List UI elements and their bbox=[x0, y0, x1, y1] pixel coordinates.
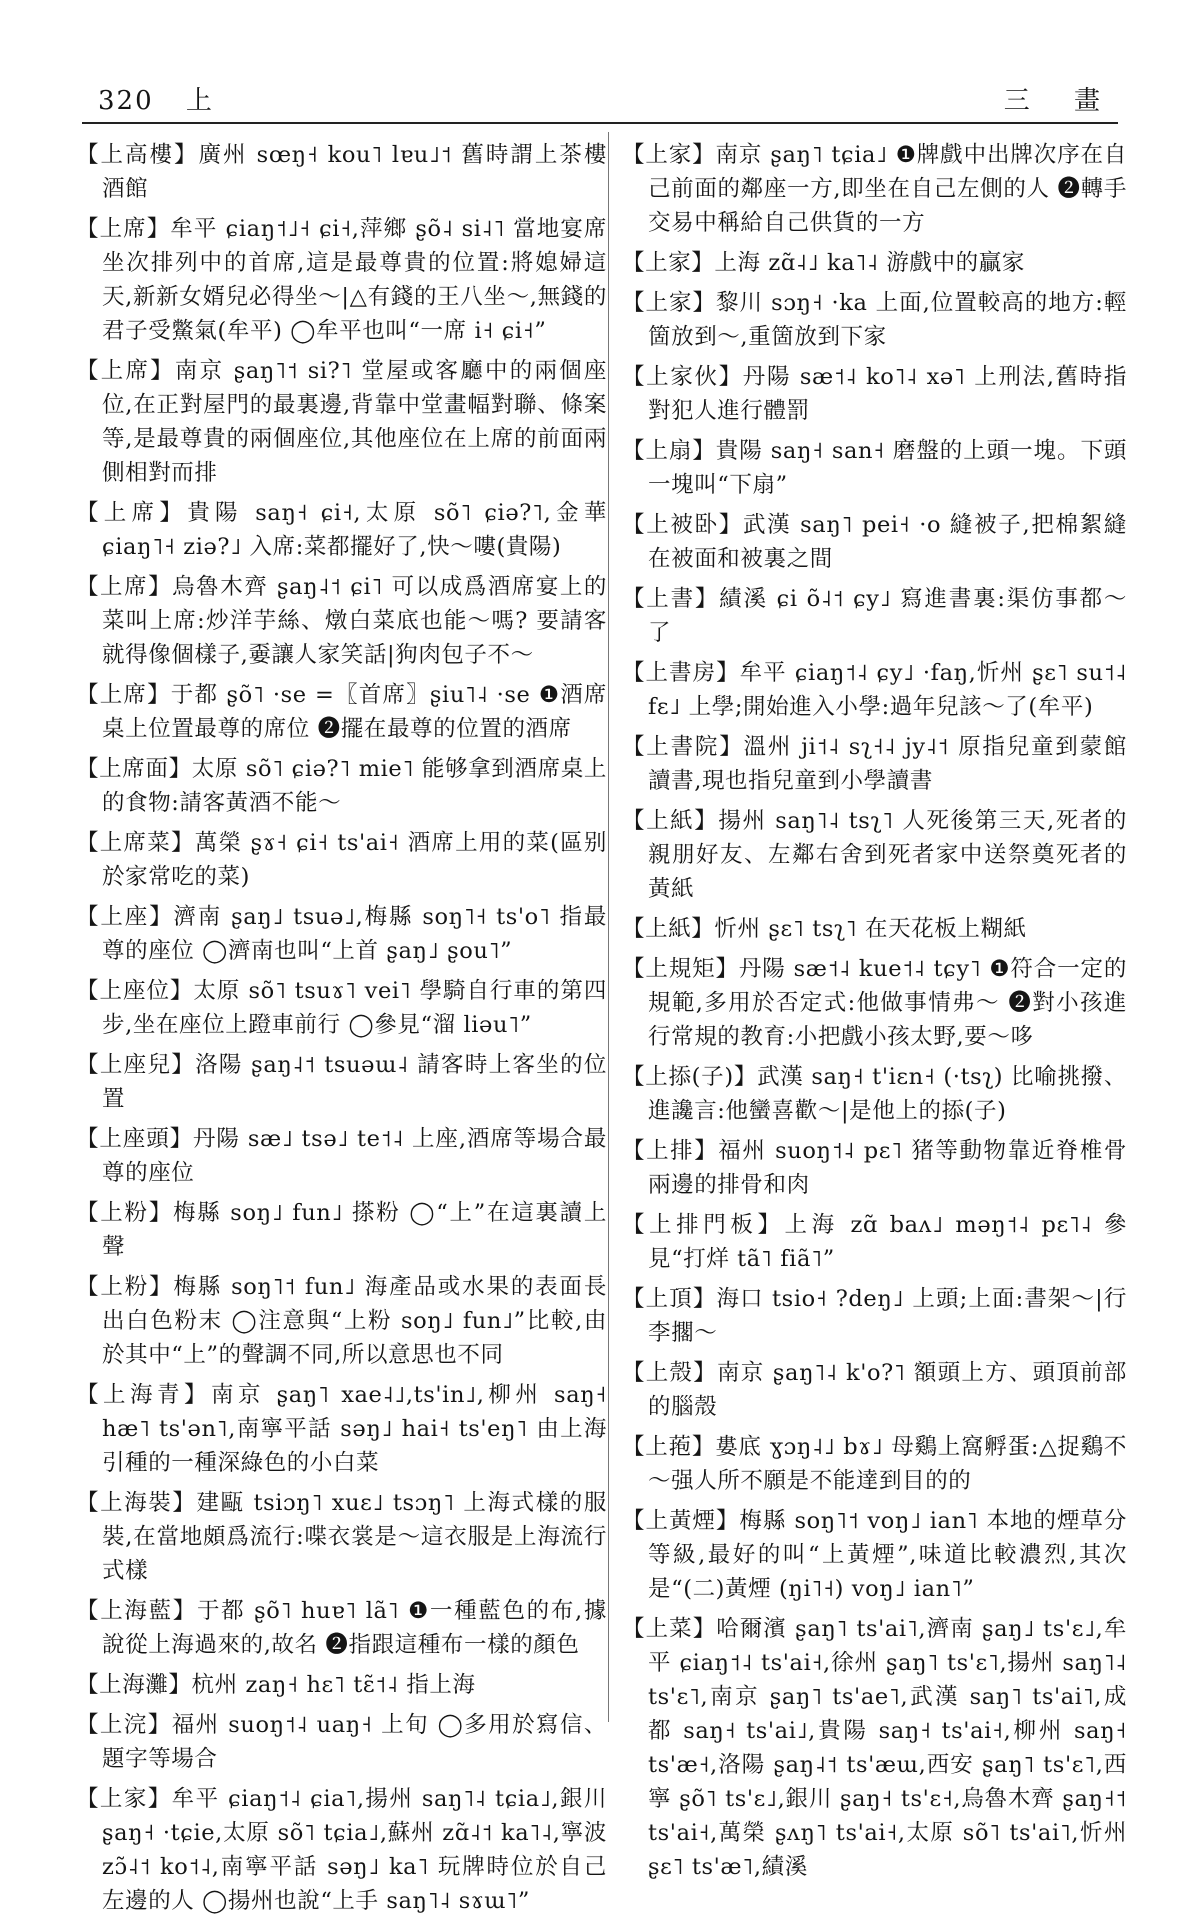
entry-text: 【上被卧】武漢 saŋ˥ pei˧ ·o 縫被子,把棉絮縫在被面和被裏之間 bbox=[622, 512, 1127, 572]
dictionary-entry bbox=[76, 900, 607, 968]
dictionary-entry bbox=[622, 804, 1127, 906]
right-column bbox=[622, 138, 1127, 1890]
entry-text: 【上菢】婁底 ɣɔŋ˨˩ bɤ˩ 母鷄上窩孵蛋:△捉鷄不～强人所不願是不能達到目的的 bbox=[622, 1434, 1127, 1494]
entry-text: 【上排】福州 suoŋ˦˨ pɛ˥ 猪等動物靠近脊椎骨兩邊的排骨和肉 bbox=[622, 1138, 1127, 1198]
entry-text: 【上掭(子)】武漢 saŋ˧ t'iɛn˧ (·tsʅ) 比喻挑撥、進讒言:他蠻喜歡～|是他上的掭(子) bbox=[622, 1064, 1127, 1124]
entry-text: 【上席菜】萬榮 ʂɤ˧ ɕi˧ ts'ai˧ 酒席上用的菜(區别於家常吃的菜) bbox=[76, 830, 607, 890]
entry-text: 【上席】南京 ʂaŋ˥˦ si?˥ 堂屋或客廳中的兩個座位,在正對屋門的最裏邊,背靠中堂畫幅對聯、條案等,是最尊貴的兩個座位,其他座位在上席的前面兩側相對而排 bbox=[76, 358, 607, 486]
entry-text: 【上書院】溫州 ji˦˨ sʅ˧˨ jy˨˦ 原指兒童到蒙館讀書,現也指兒童到小學讀書 bbox=[622, 734, 1127, 794]
entry-text: 【上席】牟平 ɕiaŋ˦˩˧ ɕi˧,萍鄉 ʂõ˨ si˨˥ 當地宴席坐次排列中的首席,這是最尊貴的位置:將媳婦這天,新新女婿兒必得坐～|△有錢的王八坐～,無錢的君子受鱉氣(牟平) ◯牟平也叫“一席 i˧ ɕi˧” bbox=[76, 216, 607, 344]
entry-text: 【上海裝】建甌 tsiɔŋ˥ xuɛ˩ tsɔŋ˥ 上海式樣的服裝,在當地頗爲流行:喋衣裳是～這衣服是上海流行式樣 bbox=[76, 1490, 607, 1584]
dictionary-entry bbox=[76, 1122, 607, 1190]
dictionary-entry bbox=[622, 952, 1127, 1054]
entry-text: 【上紙】忻州 ʂɛ˥ tsʅ˥ 在天花板上糊紙 bbox=[622, 916, 1027, 942]
dictionary-entry bbox=[76, 1594, 607, 1662]
dictionary-entry bbox=[622, 1430, 1127, 1498]
entry-text: 【上書】績溪 ɕi õ˨˦ ɕy˩ 寫進書裏:渠仿事都～了 bbox=[622, 586, 1127, 646]
entry-text: 【上規矩】丹陽 sæ˦˨ kue˦˨ tɕy˥ ❶符合一定的規範,多用於否定式:他做事情弗～ ❷對小孩進行常規的教育:小把戲小孩太野,要～哆 bbox=[622, 956, 1127, 1050]
dictionary-entry bbox=[622, 1282, 1127, 1350]
dictionary-entry bbox=[76, 1486, 607, 1588]
entry-text: 【上家】南京 ʂaŋ˥ tɕia˩ ❶牌戲中出牌次序在自己前面的鄰座一方,即坐在自己左側的人 ❷轉手交易中稱給自己供貨的一方 bbox=[622, 142, 1127, 236]
dictionary-entry bbox=[622, 582, 1127, 650]
entry-text: 【上頂】海口 tsio˧ ?deŋ˩ 上頭;上面:書架～|行李擱～ bbox=[622, 1286, 1127, 1346]
dictionary-entry bbox=[76, 496, 607, 564]
dictionary-entry bbox=[76, 1270, 607, 1372]
dictionary-entry bbox=[76, 752, 607, 820]
dictionary-entry bbox=[76, 1782, 607, 1918]
entry-text: 【上座兒】洛陽 ʂaŋ˨˦ tsuəɯ˨ 請客時上客坐的位置 bbox=[76, 1052, 607, 1112]
dictionary-entry bbox=[622, 730, 1127, 798]
dictionary-entry bbox=[76, 678, 607, 746]
entry-text: 【上海藍】于都 ʂõ˥ huɐ˥ lã˥ ❶一種藍色的布,據說從上海過來的,故名 ❷指跟這種布一樣的顏色 bbox=[76, 1598, 607, 1658]
dictionary-entry bbox=[76, 1708, 607, 1776]
dictionary-entry bbox=[76, 1378, 607, 1480]
entry-text: 【上席】烏魯木齊 ʂaŋ˨˦ ɕi˥ 可以成爲酒席宴上的菜叫上席:炒洋芋絲、燉白菜底也能～嗎? 要請客就得像個樣子,嫑讓人家笑話|狗肉包子不～ bbox=[76, 574, 607, 668]
dictionary-entry bbox=[622, 246, 1127, 280]
entry-text: 【上席面】太原 sõ˥ ɕiə?˥ mie˥ 能够拿到酒席桌上的食物:請客黃酒不能～ bbox=[76, 756, 607, 816]
dictionary-entry bbox=[622, 1356, 1127, 1424]
dictionary-entry bbox=[76, 138, 607, 206]
dictionary-entry bbox=[622, 1504, 1127, 1606]
entry-text: 【上紙】揚州 saŋ˥˨ tsʅ˥ 人死後第三天,死者的親朋好友、左鄰右舍到死者家中送祭奠死者的黃紙 bbox=[622, 808, 1127, 902]
dictionary-entry bbox=[76, 354, 607, 490]
entry-text: 【上家】牟平 ɕiaŋ˦˨ ɕia˥,揚州 saŋ˥˨ tɕia˩,銀川 ʂaŋ˧ ·tɕie,太原 sõ˥ tɕia˩,蘇州 zɑ̃˨˦ ka˥˨,寧波 zɔ̃˨˦ ko˦˨,南寧平話 səŋ˩ ka˥ 玩牌時位於自己左邊的人 ◯揚州也說“上手 saŋ˥˨ sɤɯ˥” bbox=[76, 1786, 607, 1914]
column-divider bbox=[608, 132, 609, 1722]
entry-text: 【上粉】梅縣 soŋ˥˦ fun˩ 海產品或水果的表面長出白色粉末 ◯注意與“上粉 soŋ˩ fun˩”比較,由於其中“上”的聲調不同,所以意思也不同 bbox=[76, 1274, 607, 1368]
section-title: 三 畫 bbox=[1003, 86, 1118, 116]
entry-text: 【上書房】牟平 ɕiaŋ˦˨ ɕy˩ ·faŋ,忻州 ʂɛ˥ su˦˨ fɛ˩ 上學;開始進入小學:過年兒該～了(牟平) bbox=[622, 660, 1127, 720]
dictionary-entry bbox=[622, 360, 1127, 428]
dictionary-entry bbox=[76, 570, 607, 672]
dictionary-entry bbox=[76, 212, 607, 348]
entry-text: 【上席】貴陽 saŋ˧ ɕi˧,太原 sõ˥ ɕiə?˥,金華 ɕiaŋ˥˧ ziə?˩ 入席:菜都擺好了,快～嘍(貴陽) bbox=[76, 500, 607, 560]
entry-text: 【上菜】哈爾濱 ʂaŋ˥ ts'ai˥,濟南 ʂaŋ˩ ts'ɛ˩,牟平 ɕiaŋ˦˨ ts'ai˧,徐州 ʂaŋ˥ ts'ɛ˥,揚州 saŋ˥˨ ts'ɛ˥,南京 ʂaŋ˥ ts'ae˥,武漢 saŋ˥ ts'ai˥,成都 saŋ˧ ts'ai˩,貴陽 saŋ˧ ts'ai˧,柳州 saŋ˧ ts'æ˧,洛陽 ʂaŋ˨˦ ts'æɯ,西安 ʂaŋ˥ ts'ɛ˥,西寧 ʂõ˥ ts'ɛ˩,銀川 ʂaŋ˧ ts'ɛ˧,烏魯木齊 ʂaŋ˧˦ ts'ai˧,萬榮 ʂʌŋ˥ ts'ai˧,太原 sõ˥ ts'ai˥,忻州 ʂɛ˥ ts'æ˥,績溪 bbox=[622, 1616, 1127, 1880]
dictionary-entry bbox=[76, 1196, 607, 1264]
dictionary-entry bbox=[622, 912, 1127, 946]
entry-text: 【上浣】福州 suoŋ˦˨ uaŋ˧ 上旬 ◯多用於寫信、題字等場合 bbox=[76, 1712, 607, 1772]
entry-text: 【上家】黎川 sɔŋ˧ ·ka 上面,位置較高的地方:輕箇放到～,重箇放到下家 bbox=[622, 290, 1127, 350]
dictionary-entry bbox=[622, 138, 1127, 240]
page-header-char: 上 bbox=[185, 86, 214, 116]
dictionary-entry bbox=[76, 1668, 607, 1702]
dictionary-entry bbox=[76, 974, 607, 1042]
dictionary-entry bbox=[622, 1134, 1127, 1202]
dictionary-entry bbox=[622, 1060, 1127, 1128]
entry-text: 【上高樓】廣州 sœŋ˧ kou˥ lɐu˩˦ 舊時謂上茶樓酒館 bbox=[76, 142, 607, 202]
entry-text: 【上粉】梅縣 soŋ˩ fun˩ 搽粉 ◯“上”在這裏讀上聲 bbox=[76, 1200, 607, 1260]
page-header-left bbox=[98, 80, 214, 117]
dictionary-entry bbox=[622, 1208, 1127, 1276]
entry-text: 【上海灘】杭州 zaŋ˧ hɛ˥ tɛ̃˦˨ 指上海 bbox=[76, 1672, 476, 1698]
page-number: 320 bbox=[98, 86, 154, 116]
dictionary-entry bbox=[622, 434, 1127, 502]
entry-text: 【上座】濟南 ʂaŋ˩ tsuə˩,梅縣 soŋ˥˧ ts'o˥ 指最尊的座位 ◯濟南也叫“上首 ʂaŋ˩ ʂou˥” bbox=[76, 904, 607, 964]
dictionary-entry bbox=[622, 508, 1127, 576]
entry-text: 【上海青】南京 ʂaŋ˥ xae˨˩,ts'in˩,柳州 saŋ˧ hæ˥ ts'ən˥,南寧平話 səŋ˩ hai˧ ts'eŋ˥ 由上海引種的一種深綠色的小白菜 bbox=[76, 1382, 607, 1476]
entry-text: 【上黃煙】梅縣 soŋ˥˦ voŋ˩ ian˥ 本地的煙草分等級,最好的叫“上黃煙”,味道比較濃烈,其次是“(二)黃煙 (ŋi˥˧) voŋ˩ ian˥” bbox=[622, 1508, 1127, 1602]
entry-text: 【上家伙】丹陽 sæ˦˨ ko˥˨ xə˥ 上刑法,舊時指對犯人進行體罰 bbox=[622, 364, 1127, 424]
entry-text: 【上殼】南京 ʂaŋ˥˨ k'o?˥ 額頭上方、頭頂前部的腦殼 bbox=[622, 1360, 1127, 1420]
entry-text: 【上席】于都 ʂõ˥ ·se =〖首席〗ʂiu˥˨ ·se ❶酒席桌上位置最尊的席位 ❷擺在最尊的位置的酒席 bbox=[76, 682, 607, 742]
left-column bbox=[76, 138, 607, 1924]
dictionary-entry bbox=[622, 656, 1127, 724]
dictionary-entry bbox=[622, 286, 1127, 354]
entry-text: 【上座頭】丹陽 sæ˩ tsə˩ te˦˨ 上座,酒席等場合最尊的座位 bbox=[76, 1126, 607, 1186]
entry-text: 【上排門板】上海 zɑ̃ baʌ˩ məŋ˦˨ pɛ˥˨ 參見“打烊 tã˥ fiã˥” bbox=[622, 1212, 1127, 1272]
dictionary-entry bbox=[76, 1048, 607, 1116]
entry-text: 【上家】上海 zɑ̃˨˩ ka˥˨ 游戲中的贏家 bbox=[622, 250, 1025, 276]
dictionary-entry bbox=[622, 1612, 1127, 1884]
header-rule bbox=[82, 122, 1118, 124]
entry-text: 【上座位】太原 sõ˥ tsuɤ˥ vei˥ 學騎自行車的第四步,坐在座位上蹬車前行 ◯參見“溜 liəu˥” bbox=[76, 978, 607, 1038]
dictionary-entry bbox=[76, 826, 607, 894]
entry-text: 【上扇】貴陽 saŋ˧ san˧ 磨盤的上頭一塊。下頭一塊叫“下扇” bbox=[622, 438, 1127, 498]
